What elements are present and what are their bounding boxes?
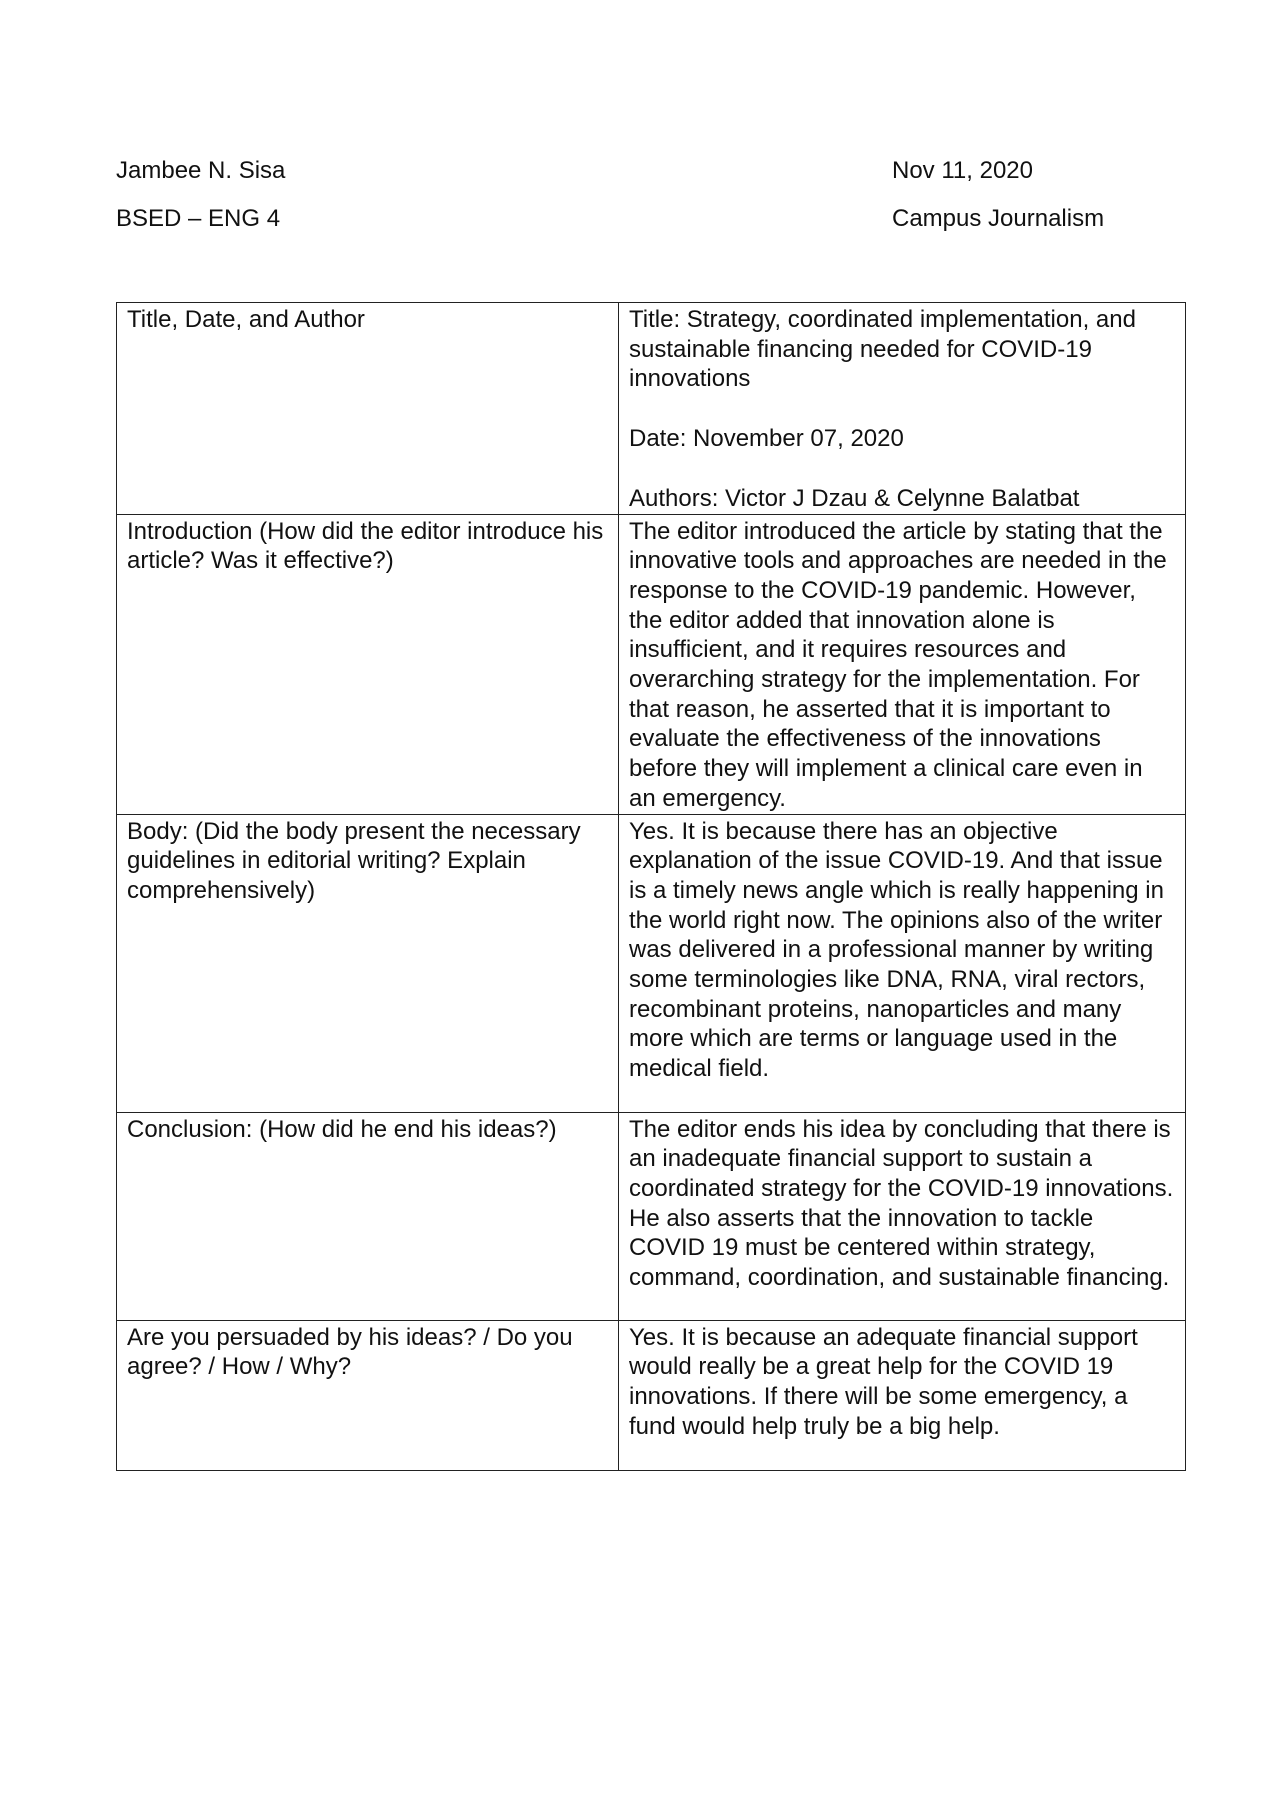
answer-cell: Yes. It is because there has an objective explanation of the issue COVID-19. And that issue is a timely news angle which is really happening in the world right now. The opinions also of the writer was delivered in a professional manner by writing some terminologies like DNA, RNA, viral rectors, recombinant proteins, nanoparticles and many more which are terms or language used in the medical field. [619, 814, 1186, 1112]
answer-cell: The editor introduced the article by stating that the innovative tools and approaches are needed in the response to the COVID-19 pandemic. However, the editor added that innovation alone is insufficient, and it requires resources and overarching strategy for the implementation. For that reason, he asserted that it is important to evaluate the effectiveness of the innovations before they will implement a clinical care even in an emergency. [619, 514, 1186, 814]
question-cell: Conclusion: (How did he end his ideas?) [117, 1112, 619, 1320]
question-cell: Are you persuaded by his ideas? / Do you agree? / How / Why? [117, 1320, 619, 1470]
submission-date: Nov 11, 2020 [892, 157, 1033, 184]
editorial-evaluation-table [116, 302, 1186, 1471]
table-row [117, 1112, 1186, 1320]
table-row [117, 303, 1186, 515]
course-section: BSED – ENG 4 [116, 205, 281, 232]
subject-name: Campus Journalism [892, 205, 1105, 232]
student-name: Jambee N. Sisa [116, 157, 286, 184]
article-date: Date: November 07, 2020 [629, 425, 904, 453]
question-cell: Body: (Did the body present the necessary guidelines in editorial writing? Explain comprehensively) [117, 814, 619, 1112]
question-cell: Title, Date, and Author [117, 303, 619, 515]
table-row [117, 1320, 1186, 1470]
article-title: Title: Strategy, coordinated implementation, and sustainable financing needed for COVID-19 innovations [629, 306, 1136, 393]
answer-cell: The editor ends his idea by concluding that there is an inadequate financial support to sustain a coordinated strategy for the COVID-19 innovations. He also asserts that the innovation to tackle COVID 19 must be centered within strategy, command, coordination, and sustainable financing. [619, 1112, 1186, 1320]
article-authors: Authors: Victor J Dzau & Celynne Balatbat [629, 484, 1080, 512]
question-cell: Introduction (How did the editor introduce his article? Was it effective?) [117, 514, 619, 814]
answer-cell [619, 303, 1186, 515]
table-row [117, 814, 1186, 1112]
answer-cell: Yes. It is because an adequate financial support would really be a great help for the COVID 19 innovations. If there will be some emergency, a fund would help truly be a big help. [619, 1320, 1186, 1470]
table-row [117, 514, 1186, 814]
